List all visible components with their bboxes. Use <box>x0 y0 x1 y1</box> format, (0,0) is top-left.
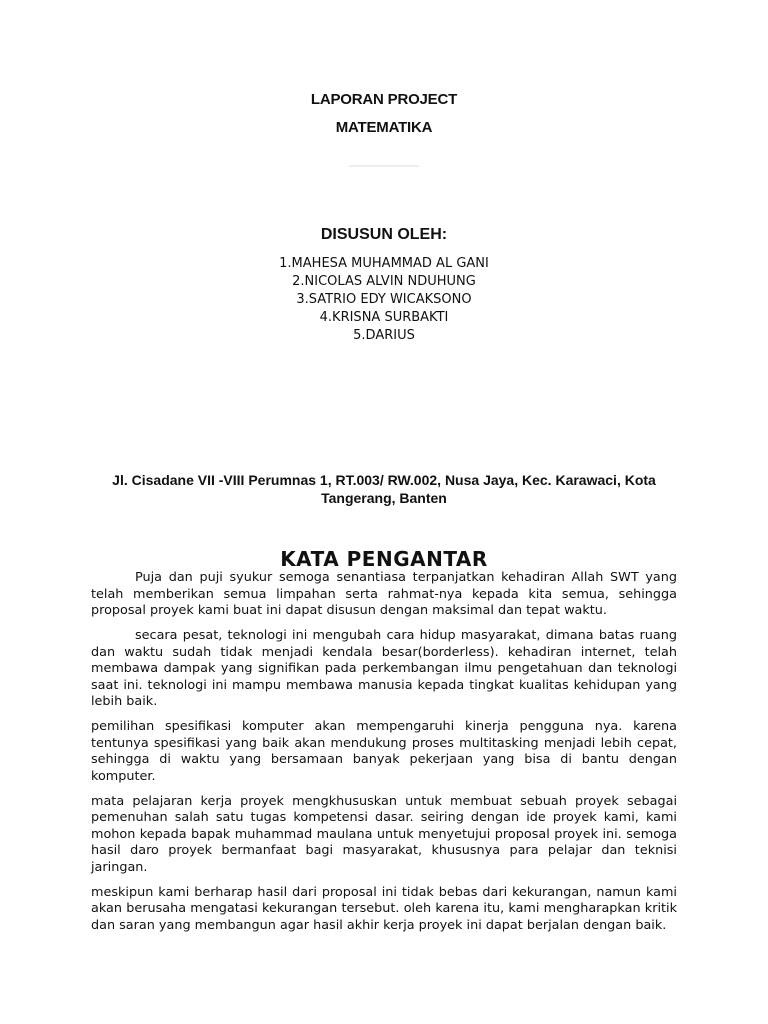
cover-title <box>0 86 768 142</box>
author-item: 5.DARIUS <box>353 328 415 343</box>
section-title: KATA PENGANTAR <box>280 547 488 571</box>
cover-title-line-1: LAPORAN PROJECT <box>310 91 458 108</box>
paragraph: secara pesat, teknologi ini mengubah cara hidup masyarakat, dimana batas ruang dan waktu sudah tidak menjadi kendala besar(borderless). kehadiran internet, telah membawa dampak yang signifikan pada perkembangan ilmu pengetahuan dan teknologi saat ini. teknologi ini mampu membawa manusia kepada tingkat kualitas kehidupan yang lebih baik. <box>91 628 677 709</box>
address: Jl. Cisadane VII -VIII Perumnas 1, RT.003/ RW.002, Nusa Jaya, Kec. Karawaci, Kota Tangerang, Banten <box>112 472 656 506</box>
author-item: 3.SATRIO EDY WICAKSONO <box>296 292 472 307</box>
paragraph: pemilihan spesifikasi komputer akan mempengaruhi kinerja pengguna nya. karena tentunya spesifikasi yang baik akan mendukung proses multitasking menjadi lebih cepat, sehingga di waktu yang bersamaan banyak pekerjaan yang bisa di bantu dengan komputer. <box>91 719 677 784</box>
cover-title-line-2: MATEMATIKA <box>335 119 433 136</box>
author-item: 4.KRISNA SURBAKTI <box>319 310 449 325</box>
paragraph: meskipun kami berharap hasil dari proposal ini tidak bebas dari kekurangan, namun kami akan berusaha mengatasi kekurangan tersebut. oleh karena itu, kami mengharapkan kritik dan saran yang membangun agar hasil akhir kerja proyek ini dapat berjalan dengan baik. <box>91 884 677 933</box>
author-item: 2.NICOLAS ALVIN NDUHUNG <box>292 274 476 289</box>
section-body <box>91 570 677 943</box>
faint-mark <box>0 152 768 171</box>
paragraph: mata pelajaran kerja proyek mengkhususkan untuk membuat sebuah proyek sebagai pemenuhan salah satu tugas kompetensi dasar. seiring dengan ide proyek kami, kami mohon kepada bapak muhammad maulana untuk menyetujui proposal proyek ini. semoga hasil daro proyek bermanfaat bagi masyarakat, khususnya para pelajar dan teknisi jaringan. <box>91 793 677 875</box>
author-item: 1.MAHESA MUHAMMAD AL GANI <box>279 256 489 271</box>
paragraph: Puja dan puji syukur semoga senantiasa terpanjatkan kehadiran Allah SWT yang telah memberikan semua limpahan serta rahmat-nya kepada kita semua, sehingga proposal proyek kami buat ini dapat disusun dengan maksimal dan tepat waktu. <box>91 570 677 618</box>
authors-list <box>0 255 768 345</box>
authors-heading: DISUSUN OLEH: <box>320 226 448 243</box>
faint-divider <box>349 165 419 167</box>
